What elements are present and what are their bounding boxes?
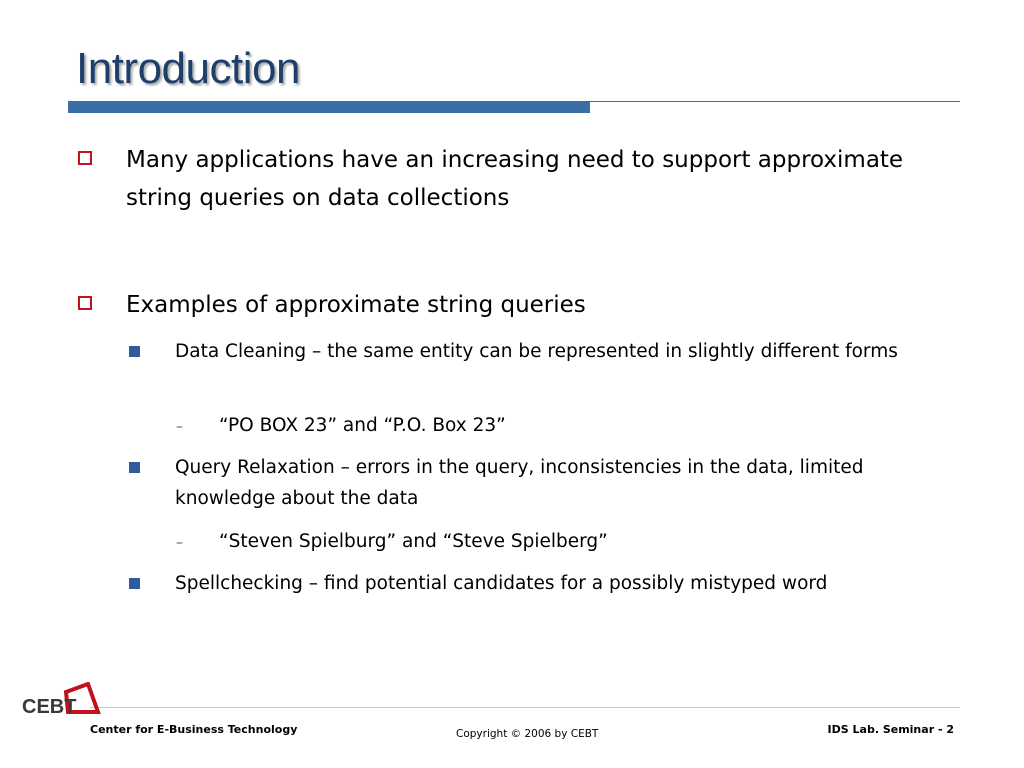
bullet-2-text: Examples of approximate string queries	[126, 292, 586, 318]
sub-bullet-query-relaxation: Query Relaxation – errors in the query, inconsistencies in the data, limited knowledge about the data	[175, 457, 864, 509]
footer-organization: Center for E-Business Technology	[90, 723, 298, 736]
title-underline-thin	[590, 101, 960, 102]
sub-bullet-data-cleaning: Data Cleaning – the same entity can be represented in slightly different forms	[175, 341, 898, 362]
dash-bullet-icon: –	[176, 535, 183, 551]
title-underline-thick	[68, 101, 590, 113]
sub-bullet-spellchecking: Spellchecking – find potential candidates for a possibly mistyped word	[175, 573, 828, 594]
bullet-1-text: Many applications have an increasing need to support approximate string queries on data collections	[126, 147, 904, 211]
cebt-logo	[20, 682, 102, 722]
footer-divider	[90, 707, 960, 708]
logo-text: CEBT	[22, 696, 77, 718]
example-po-box: “PO BOX 23” and “P.O. Box 23”	[219, 415, 506, 436]
example-spielberg: “Steven Spielburg” and “Steve Spielberg”	[219, 531, 608, 552]
sub-bullet-square-icon	[129, 346, 140, 357]
bullet-box-icon	[78, 151, 92, 165]
footer-copyright: Copyright © 2006 by CEBT	[456, 728, 599, 740]
slide-title: Introduction	[76, 44, 300, 93]
bullet-box-icon	[78, 296, 92, 310]
dash-bullet-icon: –	[176, 419, 183, 435]
sub-bullet-square-icon	[129, 462, 140, 473]
sub-bullet-square-icon	[129, 578, 140, 589]
footer-slide-number: IDS Lab. Seminar - 2	[827, 723, 954, 736]
